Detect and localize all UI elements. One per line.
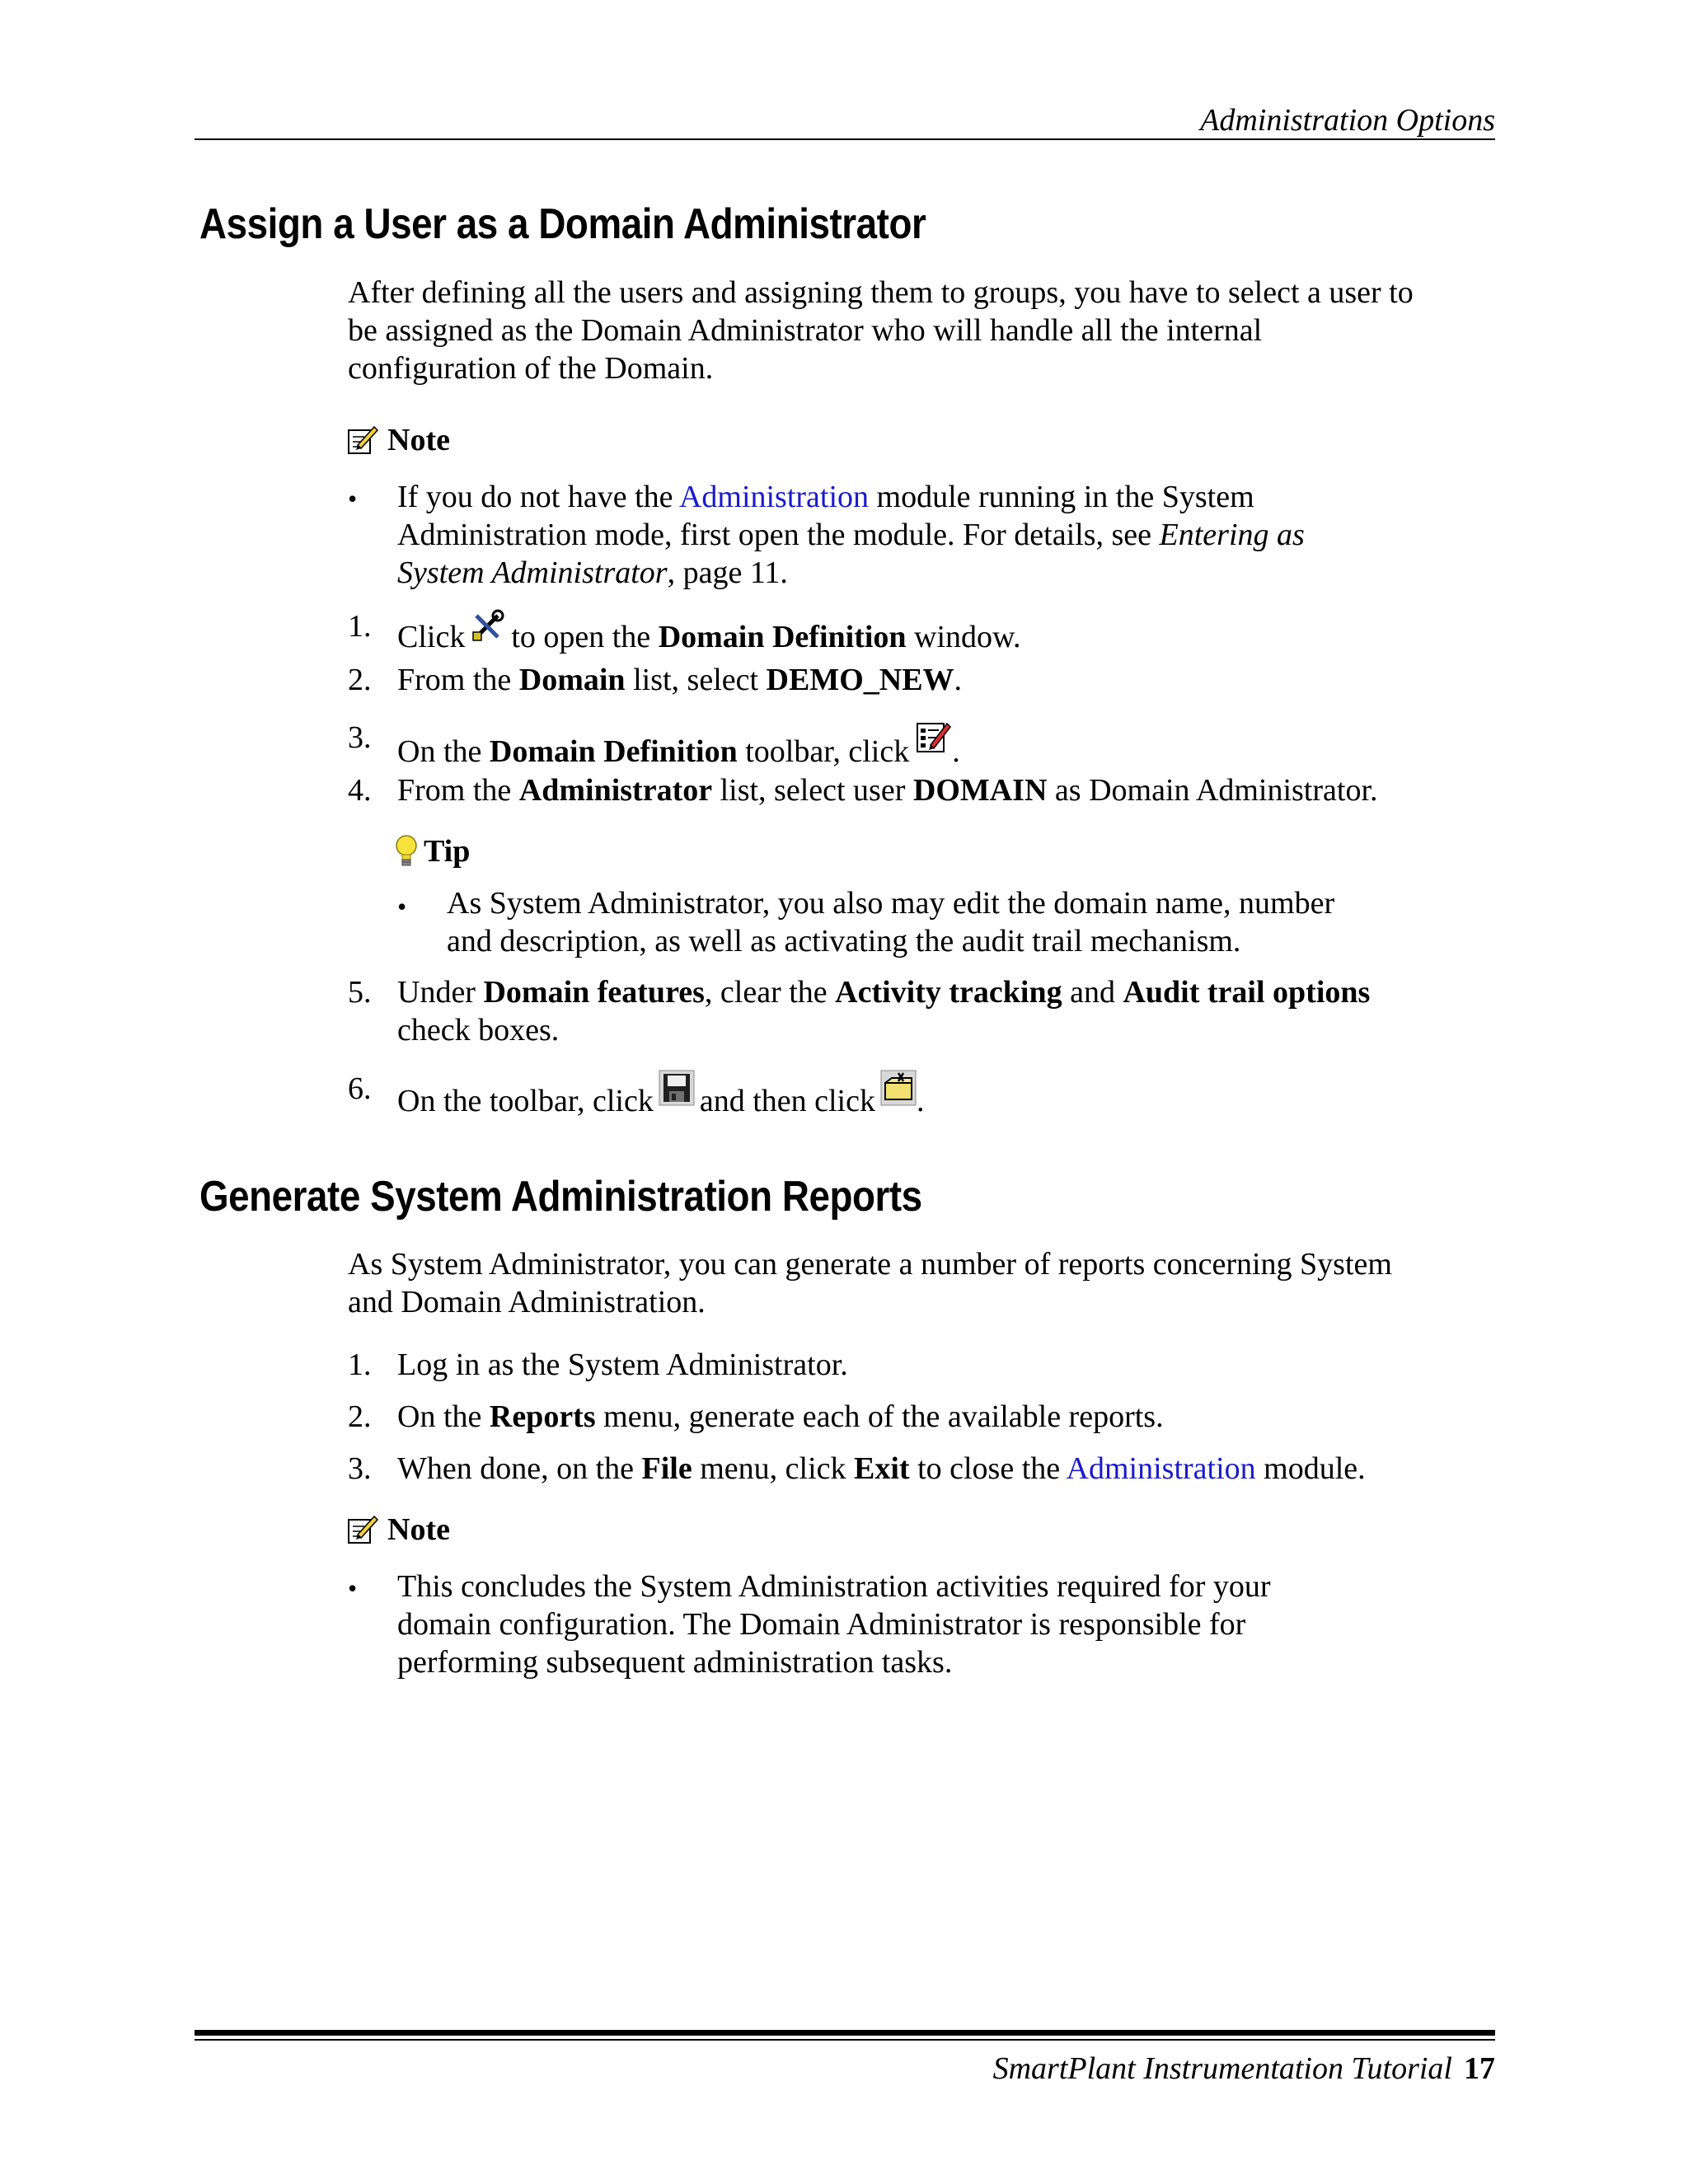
note-label-text: Note xyxy=(387,1512,450,1547)
administration-link[interactable]: Administration xyxy=(678,480,870,514)
step-number: 3. xyxy=(348,720,372,755)
tip-label xyxy=(394,831,470,872)
note-pencil-icon xyxy=(346,1513,379,1546)
running-header: Administration Options xyxy=(1200,103,1495,138)
step-5-text: Under Domain features, clear the Activity tracking and Audit trail options check boxes. xyxy=(397,975,1371,1047)
step-number: 2. xyxy=(348,1399,372,1434)
intro-paragraph-2 xyxy=(348,1245,1392,1321)
lightbulb-icon xyxy=(394,834,419,869)
step-number: 1. xyxy=(348,1347,372,1382)
step-4-text: From the Administrator list, select user DOMAIN as Domain Administrator. xyxy=(397,773,1378,808)
intro-line: and Domain Administration. xyxy=(348,1285,706,1319)
administration-link[interactable]: Administration xyxy=(1066,1451,1256,1486)
intro-line: As System Administrator, you can generate a number of reports concerning System xyxy=(348,1247,1392,1282)
section-title-generate-reports: Generate System Administration Reports xyxy=(199,1173,922,1221)
step-number: 5. xyxy=(348,975,372,1010)
section-title-assign-admin: Assign a User as a Domain Administrator xyxy=(199,200,926,248)
bullet-dot: • xyxy=(348,1573,358,1603)
note-bullet-text: If you do not have the Administration module running in the System Administration mode, first open the module. For details, see Entering as System Administrator, page 11. xyxy=(397,480,1305,590)
report-step-3-text: When done, on the File menu, click Exit to close the Administration module. xyxy=(397,1451,1366,1486)
close-window-icon[interactable] xyxy=(880,1070,917,1106)
tip-bullet-text: As System Administrator, you also may edit the domain name, number and description, as well as activating the audit trail mechanism. xyxy=(447,886,1335,958)
step-number: 3. xyxy=(348,1451,372,1486)
step-number: 6. xyxy=(348,1071,372,1106)
step-2-text: From the Domain list, select DEMO_NEW. xyxy=(397,663,963,697)
intro-line: configuration of the Domain. xyxy=(348,351,714,386)
note-label-text: Note xyxy=(387,423,450,457)
step-6-text: On the toolbar, click and then click . xyxy=(397,1070,924,1120)
step-1-text: Click to open the Domain Definition window. xyxy=(397,607,1021,656)
page-footer xyxy=(195,2046,1495,2092)
tip-label-text: Tip xyxy=(424,834,471,869)
note-label xyxy=(346,419,450,461)
report-step-2-text: On the Reports menu, generate each of the available reports. xyxy=(397,1399,1164,1434)
report-step-1-text: Log in as the System Administrator. xyxy=(397,1347,848,1382)
footer-title: SmartPlant Instrumentation Tutorial xyxy=(992,2051,1452,2086)
page-number: 17 xyxy=(1464,2051,1495,2086)
bullet-dot: • xyxy=(348,484,358,513)
step-number: 1. xyxy=(348,609,372,644)
footer-rule-thin xyxy=(195,2039,1495,2041)
save-floppy-icon[interactable] xyxy=(659,1070,695,1106)
step-number: 2. xyxy=(348,663,372,697)
edit-record-icon[interactable] xyxy=(916,719,952,755)
note-label xyxy=(346,1509,450,1550)
domain-definition-tools-icon[interactable] xyxy=(470,607,506,644)
header-rule xyxy=(195,138,1495,140)
bullet-dot: • xyxy=(397,892,407,921)
step-number: 4. xyxy=(348,773,372,808)
intro-line: After defining all the users and assigning them to groups, you have to select a user to xyxy=(348,275,1414,310)
step-3-text: On the Domain Definition toolbar, click . xyxy=(397,719,960,771)
note-bullet-text: This concludes the System Administration activities required for your domain configuration. The Domain Administrator is responsible for performing subsequent administration tasks. xyxy=(397,1569,1271,1680)
intro-paragraph-1 xyxy=(348,274,1414,387)
note-pencil-icon xyxy=(346,424,379,457)
footer-rule-thick xyxy=(195,2030,1495,2036)
intro-line: be assigned as the Domain Administrator who will handle all the internal xyxy=(348,313,1263,348)
